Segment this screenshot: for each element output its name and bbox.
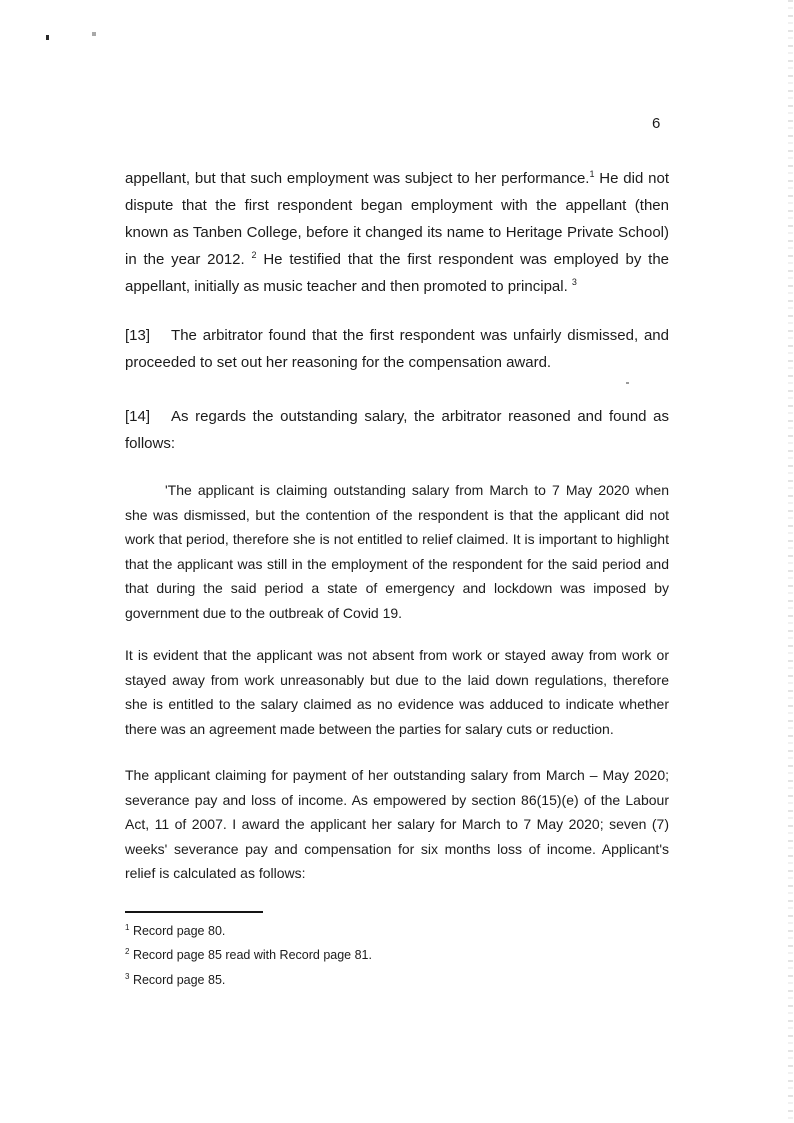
paragraph-14-text: As regards the outstanding salary, the arbitrator reasoned and found as follows: [125, 408, 669, 452]
text-run: appellant, but that such employment was subject to her performance. [125, 170, 590, 187]
footnote-1-text: Record page 80. [132, 923, 226, 938]
footnote-ref-1: 1 [589, 169, 595, 179]
scan-speck [46, 35, 49, 40]
page-number: 6 [652, 115, 661, 132]
footnote-ref-2: 2 [251, 250, 257, 260]
footnote-3-marker: 3 [125, 971, 130, 981]
footnote-3-text: Record page 85. [132, 972, 226, 987]
paragraph-13-text: The arbitrator found that the first respondent was unfairly dismissed, and proceeded to set out her reasoning for the compensation award. [125, 327, 669, 371]
paragraph-14 [125, 403, 669, 457]
quote-paragraph-2: It is evident that the applicant was not absent from work or stayed away from work or stayed away from work unreasonably but due to the laid down regulations, therefore she is entitled to the salary claimed as no evidence was adduced to indicate whether there was an agreement made between the parties for salary cuts or reduction. [125, 647, 669, 737]
text-run: He testified that the first respondent was employed by the appellant, initially as music teacher and then promoted to principal. [125, 251, 670, 295]
scan-edge-noise [788, 0, 793, 1123]
paragraph-employment [125, 165, 669, 300]
document-content [125, 165, 669, 992]
footnote-1-marker: 1 [125, 922, 130, 932]
paragraph-14-number: [14] [125, 408, 151, 425]
paragraph-13 [125, 322, 669, 376]
footnotes [125, 919, 669, 993]
arbitrator-quote-block [125, 478, 669, 886]
footnote-1 [125, 919, 669, 944]
footnote-2 [125, 943, 669, 968]
paragraph-13-number: [13] [125, 327, 151, 344]
footnote-separator [125, 911, 263, 913]
quote-paragraph-1: 'The applicant is claiming outstanding salary from March to 7 May 2020 when she was dismissed, but the contention of the respondent is that the applicant did not work that period, therefore she is not entitled to relief claimed. It is important to highlight that the applicant was still in the employment of the respondent for the said period and that during the said period a state of emergency and lockdown was imposed by government due to the outbreak of Covid 19. [125, 482, 669, 621]
text-run: He did not dispute that the first respondent began employment with the appellant (then known as Tanben College, before it changed its name to Heritage Private School) in the year 2012. [125, 170, 669, 268]
footnote-2-text: Record page 85 read with Record page 81. [132, 948, 372, 962]
scan-speck [92, 32, 96, 36]
footnote-3 [125, 968, 669, 993]
footnote-2-marker: 2 [125, 946, 130, 956]
footnote-ref-3: 3 [571, 277, 577, 287]
quote-paragraph-3: The applicant claiming for payment of her outstanding salary from March – May 2020; severance pay and loss of income. As empowered by section 86(15)(e) of the Labour Act, 11 of 2007. I award the applicant her salary for March to 7 May 2020; seven (7) weeks' severance pay and compensation for six months loss of income. Applicant's relief is calculated as follows: [125, 767, 669, 881]
